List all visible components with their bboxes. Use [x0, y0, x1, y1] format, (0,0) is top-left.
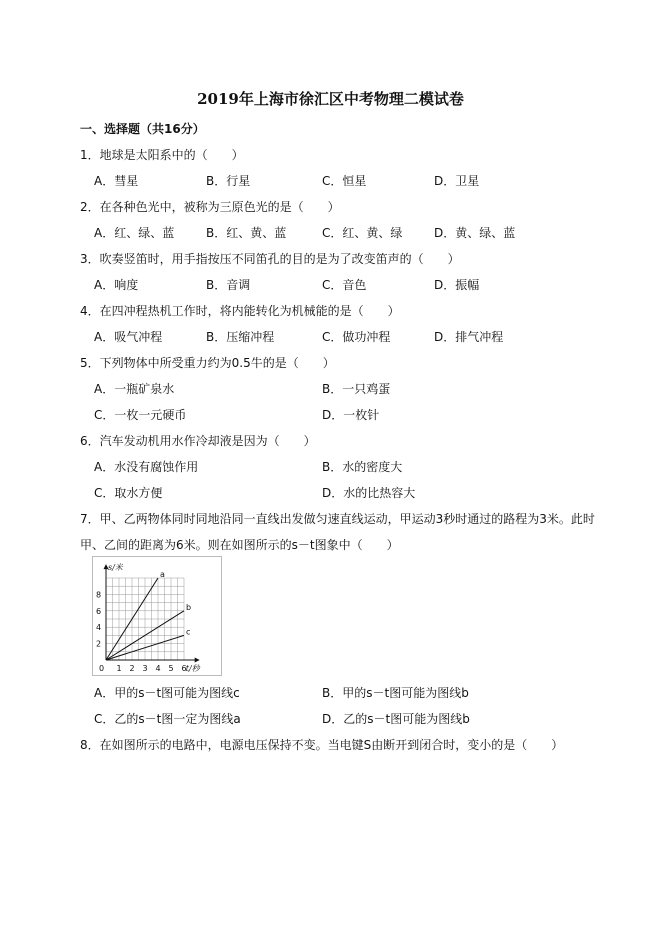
st-graph-svg: [92, 556, 222, 676]
option-a[interactable]: A．彗星: [94, 174, 139, 188]
series-label-c: c: [186, 627, 191, 637]
option-b[interactable]: B．行星: [206, 174, 251, 188]
question-6-options-row1: [94, 458, 574, 476]
series-label-b: b: [186, 602, 192, 612]
option-b[interactable]: B．音调: [206, 278, 251, 292]
option-d[interactable]: D．水的比热容大: [322, 486, 416, 500]
option-b[interactable]: B．水的密度大: [322, 460, 403, 474]
question-2-options: [94, 224, 574, 242]
x-axis-arrow: [195, 658, 200, 663]
option-c[interactable]: C．一枚一元硬币: [94, 408, 187, 422]
y-axis-label: s/米: [108, 563, 123, 573]
question-4-stem: 4．在四冲程热机工作时，将内能转化为机械能的是（ ）: [80, 304, 400, 318]
x-tick-label: 4: [155, 664, 161, 673]
x-tick-label: 3: [142, 664, 148, 673]
exam-title: 2019年上海市徐汇区中考物理二模试卷: [197, 90, 464, 108]
option-c[interactable]: C．红、黄、绿: [322, 226, 403, 240]
option-a[interactable]: A．响度: [94, 278, 139, 292]
option-d[interactable]: D．一枚针: [322, 408, 380, 422]
option-a[interactable]: A．水没有腐蚀作用: [94, 460, 199, 474]
section-heading: 一、选择题（共16分）: [80, 122, 205, 136]
x-tick-label: 5: [168, 664, 174, 673]
option-c[interactable]: C．做功冲程: [322, 330, 391, 344]
option-b[interactable]: B．压缩冲程: [206, 330, 275, 344]
st-graph: [92, 556, 222, 676]
option-c[interactable]: C．取水方便: [94, 486, 163, 500]
y-tick-label: 4: [96, 623, 102, 633]
question-2-stem: 2．在各种色光中，被称为三原色光的是（ ）: [80, 200, 340, 214]
question-6-stem: 6．汽车发动机用水作冷却液是因为（ ）: [80, 434, 316, 448]
option-c[interactable]: C．乙的s－t图一定为图线a: [94, 712, 241, 726]
question-1-stem: 1．地球是太阳系中的（ ）: [80, 148, 244, 162]
option-a[interactable]: A．甲的s－t图可能为图线c: [94, 686, 240, 700]
x-tick-label: 6: [181, 664, 187, 673]
option-d[interactable]: D．黄、绿、蓝: [434, 226, 516, 240]
question-3-options: [94, 276, 574, 294]
option-d[interactable]: D．振幅: [434, 278, 480, 292]
y-tick-label: 8: [96, 590, 102, 600]
question-6-options-row2: [94, 484, 574, 502]
question-4-options: [94, 328, 574, 346]
x-tick-label: 2: [129, 664, 135, 673]
question-1-options: [94, 172, 574, 190]
y-tick-label: 2: [96, 639, 102, 649]
option-a[interactable]: A．红、绿、蓝: [94, 226, 175, 240]
option-d[interactable]: D．排气冲程: [434, 330, 504, 344]
question-7-stem-continued: 甲、乙间的距离为6米。则在如图所示的s－t图象中（ ）: [80, 538, 399, 552]
option-c[interactable]: C．音色: [322, 278, 367, 292]
series-label-a: a: [160, 570, 165, 579]
option-a[interactable]: A．一瓶矿泉水: [94, 382, 175, 396]
question-5-options-row1: [94, 380, 574, 398]
option-b[interactable]: B．甲的s－t图可能为图线b: [322, 686, 469, 700]
option-b[interactable]: B．一只鸡蛋: [322, 382, 391, 396]
question-8-stem: 8．在如图所示的电路中，电源电压保持不变。当电键S由断开到闭合时，变小的是（ ）: [80, 738, 564, 752]
question-7-options-row1: [94, 684, 574, 702]
option-c[interactable]: C．恒星: [322, 174, 367, 188]
option-a[interactable]: A．吸气冲程: [94, 330, 163, 344]
question-5-options-row2: [94, 406, 574, 424]
question-3-stem: 3．吹奏竖笛时，用手指按压不同笛孔的目的是为了改变笛声的（ ）: [80, 252, 460, 266]
x-axis-label: t/秒: [185, 664, 200, 673]
option-d[interactable]: D．卫星: [434, 174, 480, 188]
option-b[interactable]: B．红、黄、蓝: [206, 226, 287, 240]
y-tick-label: 6: [96, 606, 102, 616]
x-tick-label: 0: [99, 664, 105, 673]
x-tick-label: 1: [116, 664, 122, 673]
question-7-stem: 7．甲、乙两物体同时同地沿同一直线出发做匀速直线运动，甲运动3秒时通过的路程为3米。此时: [80, 512, 595, 526]
question-5-stem: 5．下列物体中所受重力约为0.5牛的是（ ）: [80, 356, 335, 370]
option-d[interactable]: D．乙的s－t图可能为图线b: [322, 712, 470, 726]
question-7-options-row2: [94, 710, 574, 728]
